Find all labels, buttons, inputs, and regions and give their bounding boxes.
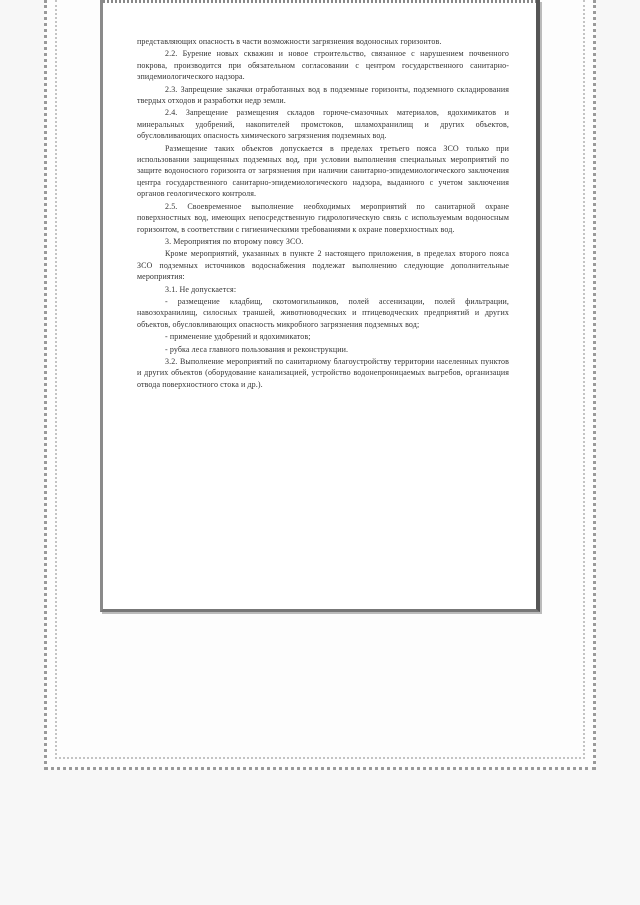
paragraph-11: - применение удобрений и ядохимикатов; <box>165 332 311 342</box>
scan-background <box>0 770 640 905</box>
paragraph-9: 3.1. Не допускается: <box>165 284 237 294</box>
document-page <box>100 0 540 612</box>
section-heading-3: 3. Мероприятия по второму поясу ЗСО. <box>165 236 304 246</box>
paragraph-12: - рубка леса главного пользования и реконструкции. <box>165 344 349 354</box>
paragraph-2: 2.2. Бурение новых скважин и новое строительство, связанное с нарушением почвенного покрова, производится при обязательном согласовании с центром государственного санитарно-эпидемиологического надзора. <box>137 49 509 82</box>
paragraph-4: 2.4. Запрещение размещения складов горюче-смазочных материалов, ядохимикатов и минеральных удобрений, накопителей промстоков, шламохранилищ и других объектов, обусловливающих опасность химического загрязнения подземных вод. <box>137 108 509 141</box>
paragraph-3: 2.3. Запрещение закачки отработанных вод в подземные горизонты, подземного складирования твердых отходов и разработки недр земли. <box>137 84 509 106</box>
paragraph-1: представляющих опасность в части возможности загрязнения водоносных горизонтов. <box>137 37 442 46</box>
paragraph-5: Размещение таких объектов допускается в пределах третьего пояса ЗСО только при использовании защищенных подземных вод, при условии выполнения специальных мероприятий по защите водоносного горизонта от загрязнения при наличии санитарно-эпидемиологического заключения центра государственного санитарно-эпидемиологического надзора, выданного с учетом заключения органов геологического контроля. <box>137 143 509 199</box>
paragraph-6: 2.5. Своевременное выполнение необходимых мероприятий по санитарной охране поверхностных вод, имеющих непосредственную гидрологическую связь с используемым водоносным горизонтом, в соответствии с гигиеническими требованиями к охране поверхностных вод. <box>137 201 509 234</box>
paragraph-8: Кроме мероприятий, указанных в пункте 2 настоящего приложения, в пределах второго пояса ЗСО подземных источников водоснабжения подлежат выполнению следующие дополнительные мероприятия: <box>137 249 509 282</box>
paragraph-10: - размещение кладбищ, скотомогильников, полей ассенизации, полей фильтрации, навозохранилищ, силосных траншей, животноводческих и птицеводческих предприятий и других объектов, обусловливающих опасность микробного загрязнения подземных вод; <box>137 296 509 329</box>
page-top-edge <box>103 0 536 3</box>
paragraph-13: 3.2. Выполнение мероприятий по санитарному благоустройству территории населенных пунктов и других объектов (оборудование канализацией, устройство водонепроницаемых выгребов, организация отвода поверхностного стока и др.). <box>137 356 509 389</box>
document-body <box>137 36 509 391</box>
